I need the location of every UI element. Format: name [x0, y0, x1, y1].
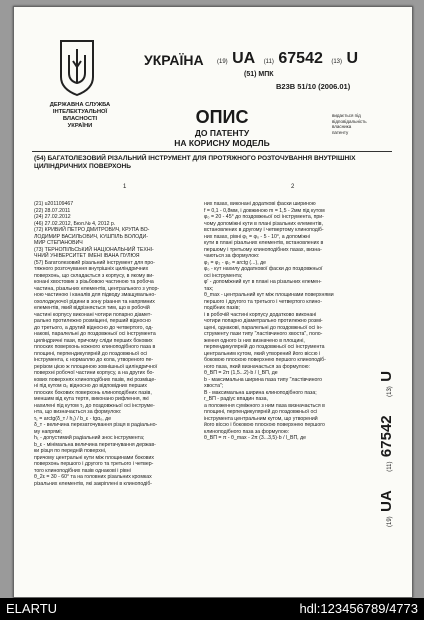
title-divider	[32, 151, 392, 152]
patent-id-line	[217, 50, 358, 68]
text-line: інструмента центральним кутом, що утворений	[204, 415, 318, 422]
text-line: причому центральні кути між площинами бокових	[34, 454, 155, 461]
text-line: ЛОДИМИР ВАСИЛЬОВИЧ, КУШПІЛЬ ВОЛОДИ-	[34, 233, 148, 240]
coat-of-arms-emblem	[57, 39, 97, 97]
invention-title	[34, 155, 396, 171]
right-column	[204, 201, 370, 442]
text-line: θ_max - центральний кут між площинами поверхнями	[204, 292, 334, 298]
text-line: і в робочій частині корпусу додатково виконані	[204, 311, 317, 318]
office-line-1: ДЕРЖАВНА СЛУЖБА	[49, 102, 111, 108]
text-line: b - максимальна ширина паза типу "ластівчиного	[204, 376, 323, 383]
text-line: них пазах, рівні φ₁ = φ₀ - 5 - 10°, а допоміжні	[204, 233, 310, 240]
side-field-19: (19)	[387, 516, 393, 527]
doc-subtitle-line-2: НА КОРИСНУ МОДЕЛЬ	[174, 138, 270, 148]
text-line: (22) 28.07.2011	[34, 207, 71, 214]
text-line: f = 0,1 - 0,8мм, і довжиною m = 1,5 - 2мм під кутом	[204, 207, 325, 214]
doc-subtitle	[142, 128, 302, 148]
text-line: елементів, який відрізняється тим, що в робочій	[34, 305, 150, 311]
text-line: рально протилежно розміщені, перший відносно	[34, 318, 151, 324]
text-line: ного паза, який визначається за формулою:	[204, 363, 310, 370]
text-line: кути в плані різальних елементів, встановлених в	[204, 240, 324, 246]
left-column	[34, 201, 206, 487]
text-line: ні під кутом α₀ відносно до відповідних перших	[34, 383, 148, 389]
issued-note-line-2: відповідальність	[332, 118, 367, 124]
text-line: тах;	[204, 285, 214, 292]
issued-note-line-1: видається під	[332, 113, 361, 118]
text-line: них пазах, виконані додаткові фаски шириною	[204, 201, 316, 207]
text-line: подібних пазів;	[204, 305, 240, 311]
office-line-4: УКРАЇНИ	[67, 123, 93, 129]
kind-code: U	[346, 50, 359, 67]
text-line: (24) 27.02.2012	[34, 214, 71, 220]
text-line: му напрямі;	[34, 428, 63, 435]
status-left-text: ELARTU	[6, 601, 58, 616]
side-patent-code	[378, 371, 396, 527]
office-line-3: ВЛАСНОСТІ	[62, 116, 98, 122]
text-line: θ_ВП = π - θ_max - 2π (3...3,5)·b / l_ВП, де	[204, 435, 306, 441]
text-line: чотири попарно діаметрально протилежно розмі-	[204, 318, 323, 324]
text-line: боковою плоскою поверхнею першого клиноподіб-	[204, 357, 326, 363]
text-line: щені, однакові, паралельні до поздовжньої осі ін-	[204, 324, 323, 331]
text-line: частині корпусу виконані чотири попарно діамет-	[34, 311, 152, 318]
side-patent-number: 67542	[378, 415, 395, 458]
doc-type: ОПИС	[195, 107, 249, 127]
text-line: φ₀ = 20 - 45° до поздовжньої осі інструмента, при-	[204, 214, 324, 220]
side-field-11: (11)	[387, 461, 393, 472]
text-line: площині, перпендикулярній до поздовжньої осі	[34, 350, 148, 357]
status-bar	[0, 598, 424, 620]
text-line: (72) КРИВИЙ ПЕТРО ДМИТРОВИЧ, КРУПА ВО-	[34, 227, 150, 233]
country-code: UA	[232, 50, 256, 67]
text-line: ки різця по передній поверхні,	[34, 448, 107, 454]
text-line: τ₁ = arctg(δ_т / h₁) / b_ε · tgα₀, де	[34, 415, 112, 422]
side-country-code: UA	[378, 490, 395, 512]
text-line: ною частиною і каналів для підводу змащувально-	[34, 292, 156, 298]
patent-page	[13, 6, 413, 598]
text-line: а положення суміжного з ним паза визначається в	[204, 402, 325, 409]
text-line: перпендикулярній до поздовжньої осі інструмента	[204, 344, 325, 350]
text-line: інструмента, є нормаллю до кола, утвореного пе-	[34, 357, 154, 363]
text-line: φ₁ = φ₂ - φ₀ = arctg (...), де	[204, 259, 266, 266]
text-line: осі інструмента;	[204, 272, 243, 279]
text-line: (46) 27.02.2012, Бюл.№ 4, 2012 р.	[34, 220, 116, 227]
text-line: клиноподібного паза за формулою:	[204, 428, 290, 435]
doc-subtitle-line-1: ДО ПАТЕНТУ	[194, 128, 250, 138]
text-line: накові, паралельні до поздовжньої осі інструмента	[34, 331, 156, 337]
text-line: частина, різальних елементів, центрального з упор-	[34, 285, 160, 292]
text-line: B - максимальна ширина клиноподібного паза;	[204, 389, 317, 396]
field-13-label: (13)	[331, 59, 342, 65]
issued-note-line-3: власника	[332, 124, 352, 129]
invention-title-line-2: ЦИЛІНДРИЧНИХ ПОВЕРХОНЬ	[34, 163, 132, 170]
text-line: центральним кутом, який утворений його віссю і	[204, 350, 321, 357]
patent-number: 67542	[278, 50, 323, 67]
text-line: h₁ - допустимий радіальний знос інструмента;	[34, 435, 145, 441]
invention-title-line-1: (54) БАГАТОЛЕЗОВИЙ РІЗАЛЬНИЙ ІНСТРУМЕНТ ДЛЯ ПРОТЯЖНОГО РОЗТОЧУВАННЯ ВНУТРІШНІХ	[34, 155, 356, 162]
text-line: площині, перпендикулярній до поздовжньої осі	[204, 409, 318, 415]
text-line: його віссю і боковою плоскою поверхнею першого	[204, 422, 325, 428]
text-line: різальних елементів, які закріплені в клиноподіб-	[34, 480, 153, 487]
text-line: (21) u201109467	[34, 201, 74, 207]
ipc-label: (51) МПК	[244, 71, 274, 78]
text-line: рерізом цією ж площиною зовнішньої циліндричної	[34, 363, 158, 370]
office-line-2: ІНТЕЛЕКТУАЛЬНОЇ	[52, 109, 108, 115]
text-line: поверхонь першого і другого та третього і четвер-	[34, 461, 154, 467]
text-line: θ_ВП = 2π (1,5...2)·b / l_ВП, де	[204, 370, 278, 376]
text-line: встановлених в другому і четвертому клиноподіб-	[204, 227, 324, 233]
text-line: струменту пази типу "ластівчиного хвоста", поло-	[204, 331, 323, 337]
text-line: φ₀ - кут нахилу додаткової фаски до поздовжньої	[204, 266, 323, 272]
text-line: кових поверхнях клиноподібних пазів, які розміще-	[34, 376, 156, 383]
text-line: (57) Багатолезовий різальний інструмент для про-	[34, 259, 155, 266]
text-line: φ' - допоміжний кут в плані на різальних елемен-	[204, 279, 322, 285]
text-line: δ_т - величина перезаточування різця в радіально-	[34, 422, 158, 428]
field-11-label: (11)	[263, 59, 274, 65]
text-line: першому і третьому клиноподібних пазах, визна-	[204, 246, 322, 253]
text-line: ження одного із них визначено в площині,	[204, 337, 305, 344]
column-number-left: 1	[123, 184, 127, 190]
office-name	[36, 102, 124, 130]
text-line: θ_2ε = 30 - 60° та на головних різальних кромках	[34, 474, 152, 480]
text-line: того клиноподібних пазів однакові і рівні	[34, 467, 131, 474]
text-line: хвоста";	[204, 383, 224, 389]
text-line: плоских поверхонь кожного клиноподібного паза в	[34, 344, 156, 350]
text-line: плоских бокових поверхонь клиноподібних пазів,	[34, 389, 152, 396]
text-line: меншим від кута тертя, виконано рифлення, які	[34, 396, 149, 402]
issued-note	[332, 113, 367, 135]
issued-note-line-4: патенту	[332, 129, 349, 135]
text-line: b_ε - мінімальна величина перетачування держав-	[34, 441, 156, 448]
text-line: ЧНИЙ УНІВЕРСИТЕТ ІМЕНІ ІВАНА ПУЛЮЯ	[34, 253, 140, 259]
text-line: поверхні робочої частини корпусу, а на других бо-	[34, 370, 155, 376]
text-line: МИР СТЕПАНОВИЧ	[34, 240, 83, 246]
text-line: чому допоміжні кути в плані різальних елементів,	[204, 220, 324, 227]
text-line: циліндричні пази, причому сліди перших бокових	[34, 337, 153, 344]
text-line: нахилені під кутом τ₁ до поздовжньої осі інструме-	[34, 402, 155, 409]
text-line: конані хвостовик з різьбовою частиною та робоча	[34, 279, 154, 285]
text-line: до третього, а другий відносно до четвертого, од-	[34, 324, 153, 331]
column-number-right: 2	[291, 184, 295, 190]
text-line: тяжного розточування внутрішніх циліндричних	[34, 266, 149, 272]
side-kind-code: U	[378, 370, 395, 382]
text-line: r_ВП - радіус впадин паза,	[204, 396, 268, 402]
text-line: нта, що визначається за формулою:	[34, 409, 122, 415]
ipc-code: B23B 51/10 (2006.01)	[276, 82, 351, 91]
field-19-label: (19)	[217, 59, 228, 65]
text-line: охолоджуючої рідини в зону різання та напрямних	[34, 298, 155, 305]
country-name: УКРАЇНА	[144, 52, 204, 68]
text-line: першого і другого та третього і четвертого клино-	[204, 298, 322, 305]
side-field-13: (13)	[387, 386, 393, 397]
status-right-text: hdl:123456789/4773	[299, 601, 418, 616]
text-line: поверхонь, що складається з корпусу, в якому ви-	[34, 272, 154, 279]
text-line: (73) ТЕРНОПІЛЬСЬКИЙ НАЦІОНАЛЬНИЙ ТЕХНІ-	[34, 246, 154, 253]
text-line: чаються за формулою:	[204, 253, 260, 259]
